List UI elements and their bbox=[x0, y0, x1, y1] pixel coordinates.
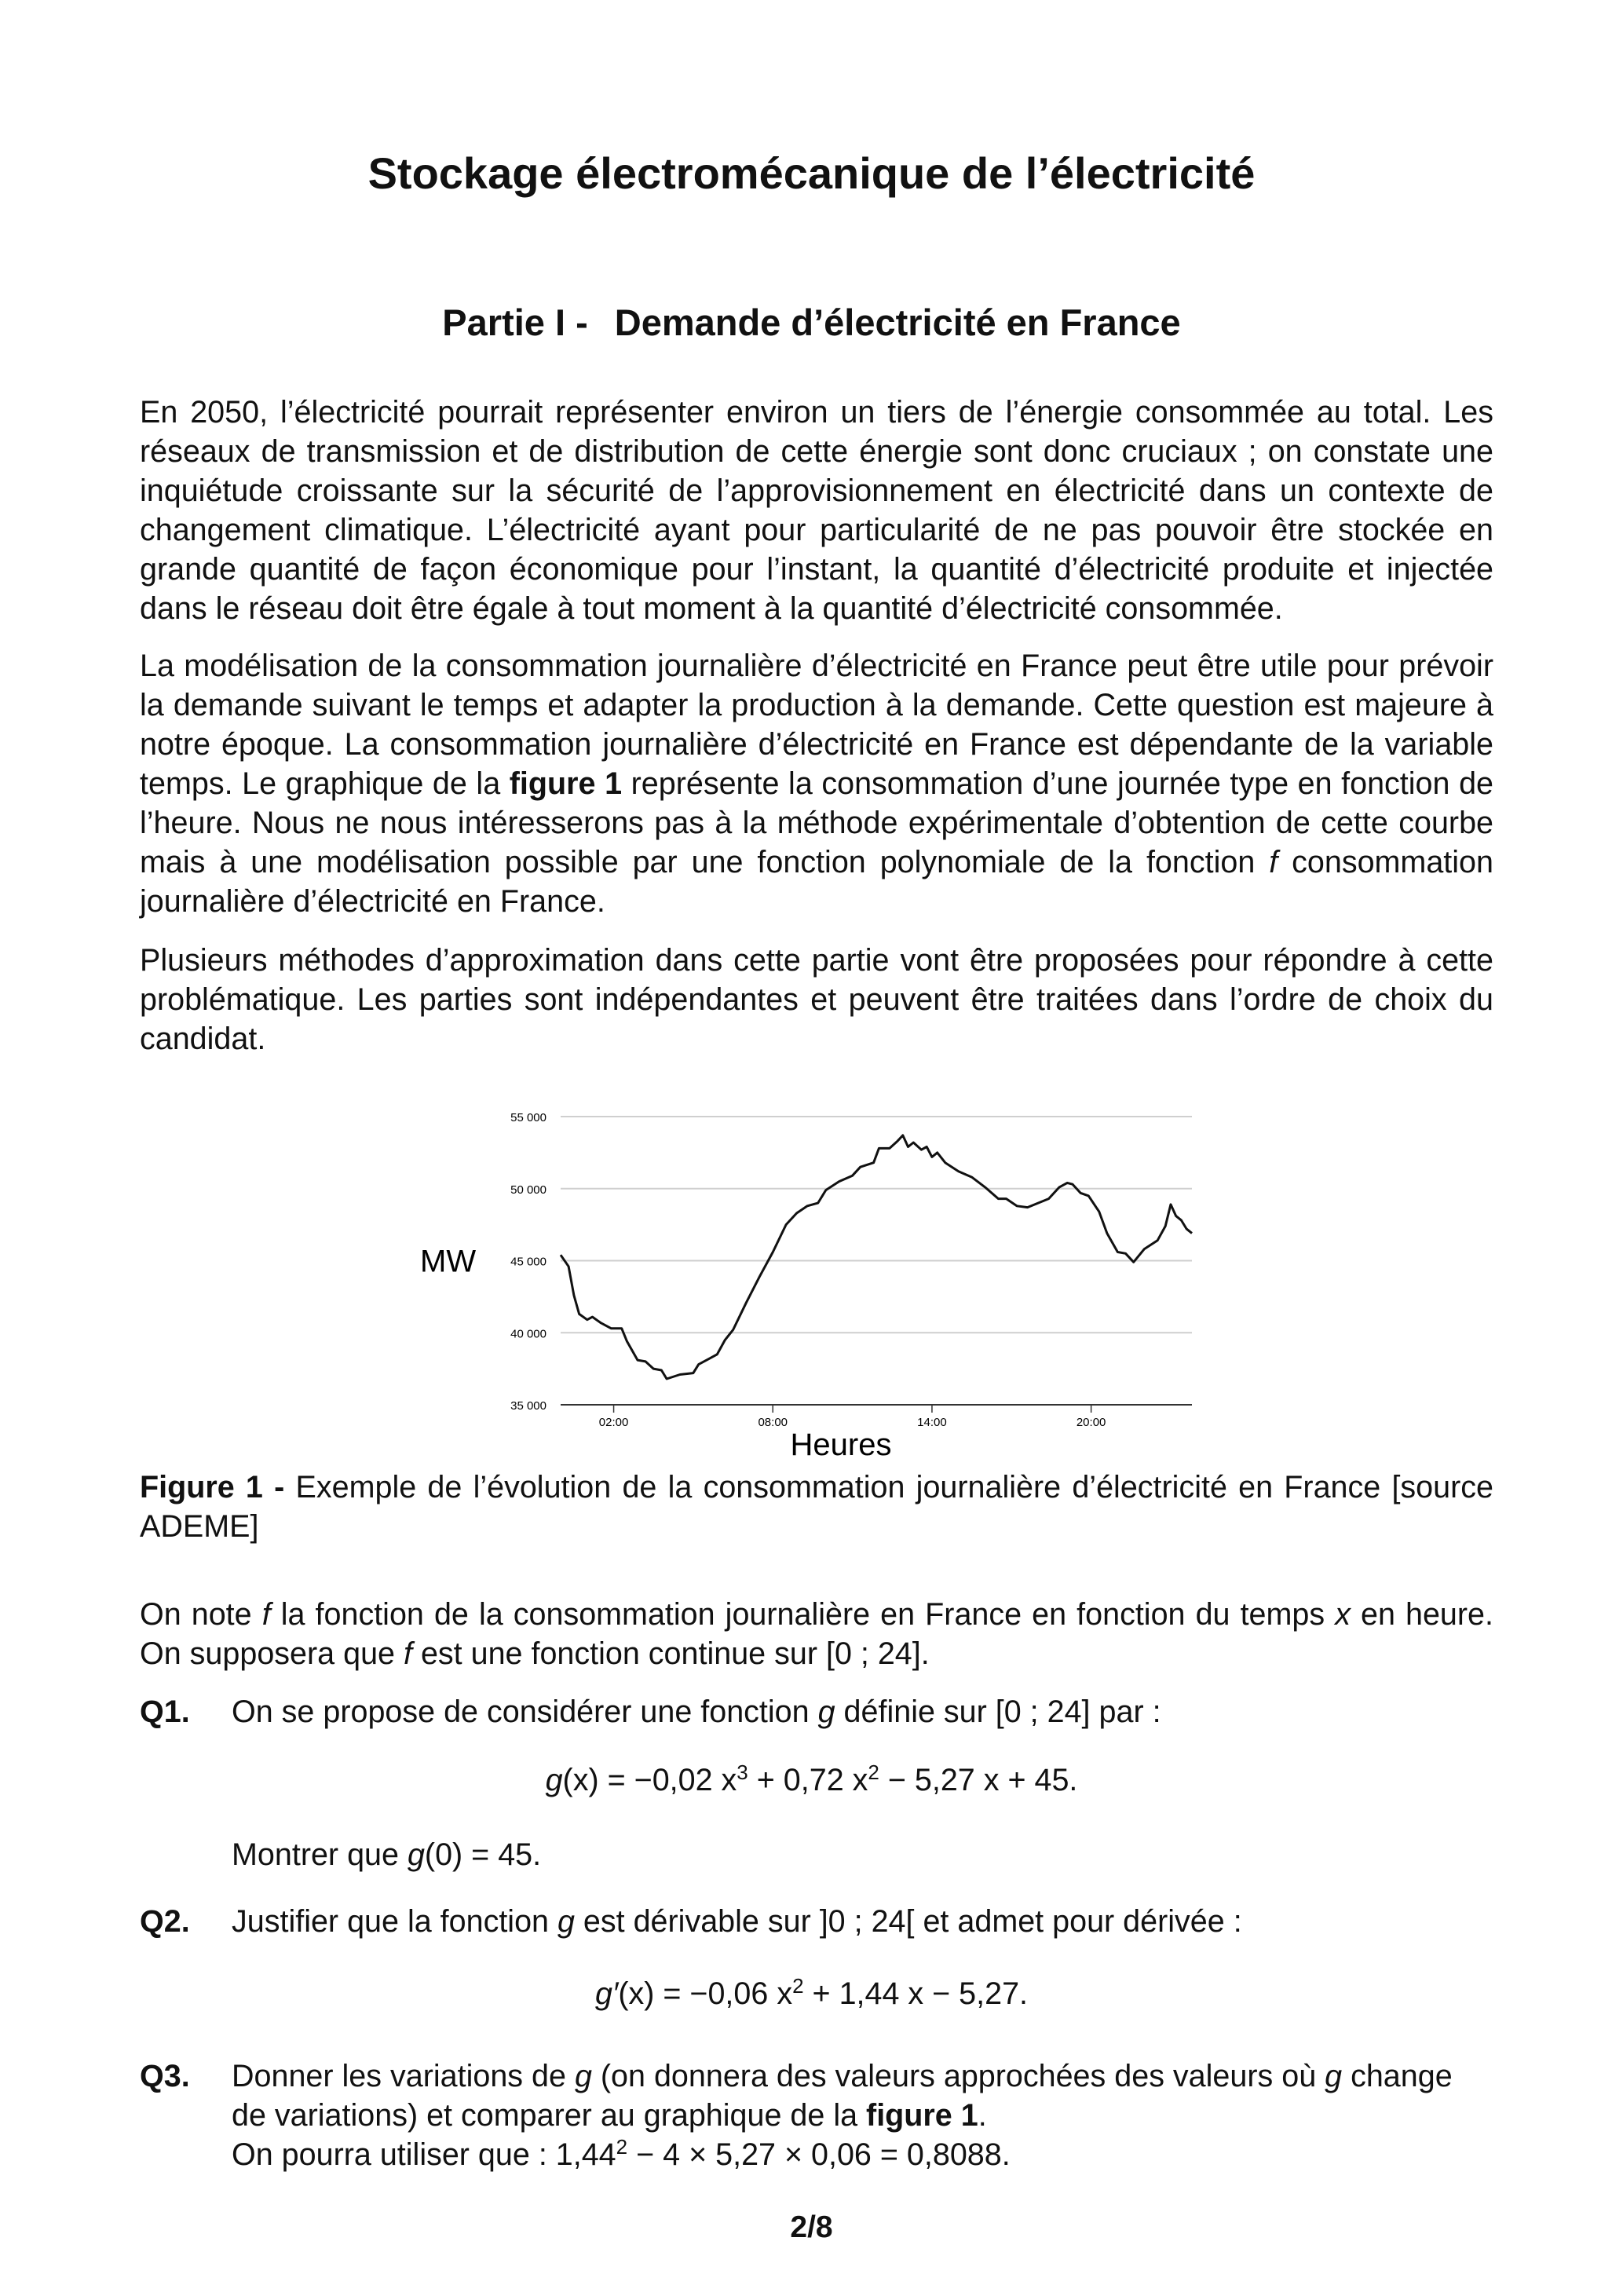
text: est dérivable sur ]0 ; 24[ et admet pour dérivée : bbox=[574, 1904, 1242, 1939]
math-var: f bbox=[1269, 845, 1278, 879]
y-tick-label: 45 000 bbox=[510, 1255, 546, 1269]
exponent: 2 bbox=[868, 1760, 879, 1784]
x-tick-label: 02:00 bbox=[598, 1416, 629, 1429]
math: + 0,72 x bbox=[748, 1763, 868, 1797]
question-label: Q1. bbox=[140, 1695, 190, 1729]
text: est une fonction continue sur [0 ; 24]. bbox=[411, 1636, 930, 1671]
y-tick-label: 50 000 bbox=[510, 1183, 546, 1197]
hint: − 4 × 5,27 × 0,06 = 0,8088. bbox=[627, 2137, 1011, 2172]
math-var: f bbox=[261, 1597, 271, 1632]
math: + 1,44 x − 5,27. bbox=[803, 1976, 1029, 2011]
text: en heure. On supposera que bbox=[140, 1597, 1493, 1671]
document-title: Stockage électromécanique de l’électricité bbox=[367, 148, 1256, 198]
exponent: 2 bbox=[792, 1973, 804, 1998]
figure-ref: figure 1 bbox=[866, 2098, 978, 2133]
math: (x) = −0,02 x bbox=[562, 1763, 737, 1797]
text: . bbox=[978, 2098, 987, 2133]
caption-text: Exemple de l’évolution de la consommation journalière d’électricité en France [source ADEME] bbox=[140, 1470, 1493, 1544]
paragraph-methodes: Plusieurs méthodes d’approximation dans cette partie vont être proposées pour répondre à cette problématique. Les parties sont indépendantes et peuvent être traitées dans l’ordre de choix du candidat. bbox=[140, 943, 1493, 1056]
text: (0) = 45. bbox=[424, 1837, 542, 1872]
math-var: g bbox=[557, 1904, 575, 1939]
paragraph-definition bbox=[140, 1595, 1493, 1673]
paragraph-intro: En 2050, l’électricité pourrait représenter environ un tiers de l’énergie consommée au total. Les réseaux de transmission et de distribution de cette énergie sont donc cruciaux ; on constate une inquiétude croissante sur la sécurité de l’approvisionnement en électricité dans un contexte de changement climatique. L’électricité ayant pour particularité de ne pas pouvoir être stockée en grande quantité de façon économique pour l’instant, la quantité d’électricité produite et injectée dans le réseau doit être égale à tout moment à la quantité d’électricité consommée. bbox=[140, 395, 1493, 626]
text: consommation journalière d’électricité en France. bbox=[140, 845, 1493, 919]
math: (x) = −0,06 x bbox=[618, 1976, 793, 2011]
figure-label: Figure 1 - bbox=[140, 1470, 285, 1504]
y-tick-label: 35 000 bbox=[510, 1399, 546, 1413]
x-tick-label: 14:00 bbox=[917, 1416, 947, 1429]
question-text bbox=[232, 2057, 1493, 2174]
paragraph-modelisation bbox=[140, 646, 1493, 921]
hint: On pourra utiliser que : 1,44 bbox=[232, 2137, 616, 2172]
math-var: g bbox=[407, 1837, 425, 1872]
math-var: g bbox=[1325, 2059, 1343, 2093]
exponent: 3 bbox=[737, 1760, 748, 1784]
page-number: 2/8 bbox=[790, 2210, 833, 2244]
question-text bbox=[232, 1692, 1493, 1731]
exponent: 2 bbox=[616, 2134, 628, 2159]
math: − 5,27 x + 45. bbox=[879, 1763, 1078, 1797]
figure-caption bbox=[140, 1468, 1493, 1546]
x-tick-label: 20:00 bbox=[1076, 1416, 1106, 1429]
formula-g bbox=[0, 1760, 1623, 1798]
text: La modélisation de la consommation journalière d’électricité en France peut être utile pour prévoir la demande suivant le temps et adapter la production à la demande. Cette question est majeure à notre époque. La consommation journalière d’électricité en France est dépendante de la variable temps. Le graphique de la bbox=[140, 649, 1493, 801]
math-var: f bbox=[403, 1636, 412, 1671]
question-text bbox=[232, 1902, 1493, 1941]
math-var: x bbox=[1335, 1597, 1351, 1632]
text: On se propose de considérer une fonction bbox=[232, 1695, 818, 1729]
text: Justifier que la fonction bbox=[232, 1904, 557, 1939]
text: Donner les variations de bbox=[232, 2059, 575, 2093]
text: change de variations) et comparer au graphique de la bbox=[232, 2059, 1453, 2133]
x-tick-label: 08:00 bbox=[758, 1416, 788, 1429]
y-tick-label: 40 000 bbox=[510, 1327, 546, 1341]
formula-g-prime bbox=[0, 1973, 1623, 2012]
question-label: Q3. bbox=[140, 2059, 190, 2093]
series-line bbox=[561, 1135, 1192, 1379]
text: représente la consommation d’une journée type en fonction de l’heure. Nous ne nous intéresserons pas à la méthode expérimentale d’obtention de cette courbe mais à une modélisation possible par une fonction polynomiale de la fonction bbox=[140, 766, 1494, 879]
x-axis-label: Heures bbox=[790, 1428, 892, 1462]
y-axis-label: MW bbox=[420, 1244, 477, 1279]
figure-ref: figure 1 bbox=[509, 766, 623, 801]
math-var: g′ bbox=[594, 1976, 619, 2011]
text: (on donnera des valeurs approchées des valeurs où bbox=[591, 2059, 1325, 2093]
text: définie sur [0 ; 24] par : bbox=[835, 1695, 1161, 1729]
math-var: g bbox=[574, 2059, 592, 2093]
consumption-chart bbox=[408, 1095, 1209, 1472]
part-heading bbox=[0, 301, 1623, 344]
math-var: g bbox=[545, 1763, 563, 1797]
text: On note bbox=[140, 1597, 262, 1632]
part-title: Demande d’électricité en France bbox=[614, 302, 1181, 343]
text: Montrer que bbox=[232, 1837, 408, 1872]
question-label: Q2. bbox=[140, 1904, 190, 1939]
part-number: Partie I - bbox=[442, 302, 588, 343]
text: la fonction de la consommation journalière en France en fonction du temps bbox=[270, 1597, 1336, 1632]
math-var: g bbox=[817, 1695, 835, 1729]
y-tick-label: 55 000 bbox=[510, 1111, 546, 1124]
